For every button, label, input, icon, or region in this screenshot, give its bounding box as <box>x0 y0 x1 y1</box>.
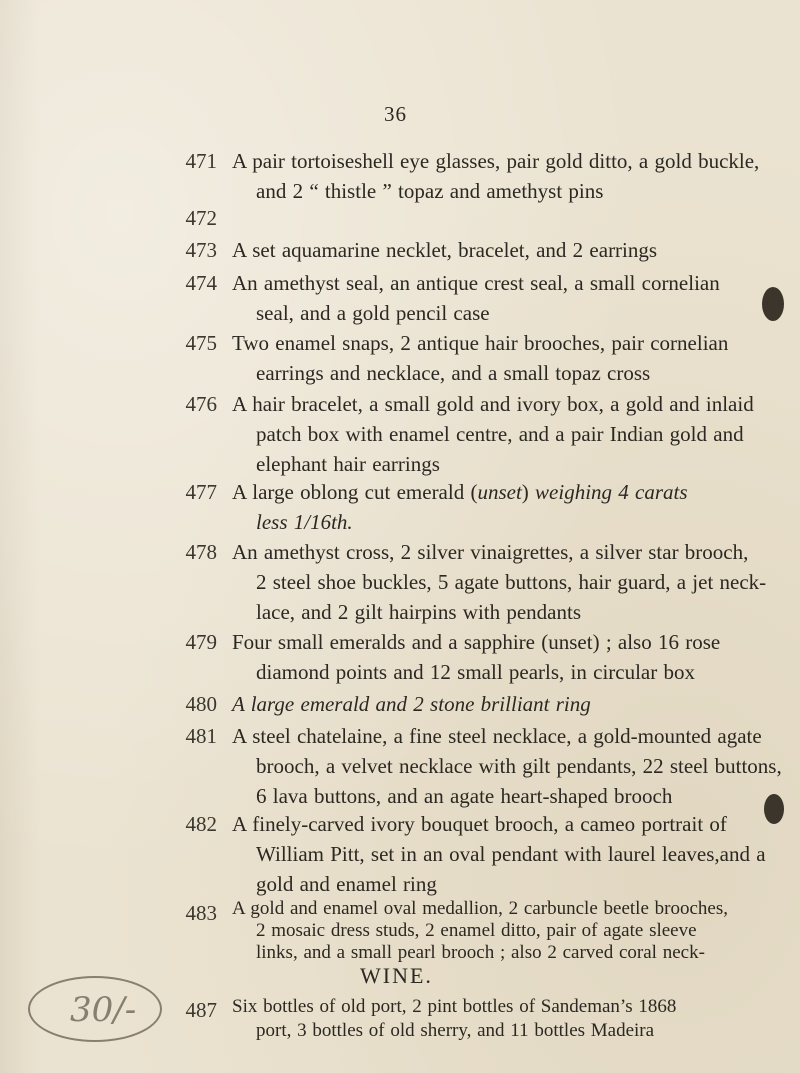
lot-line <box>232 477 760 507</box>
lot-line: Four small emeralds and a sapphire (unset) ; also 16 rose <box>232 630 721 654</box>
page-number: 36 <box>384 102 407 126</box>
lot-number: 475 <box>185 331 217 355</box>
lot-line: A finely-carved ivory bouquet brooch, a cameo portrait of <box>232 812 727 836</box>
lot-number: 472 <box>185 206 217 230</box>
pencil-scribble-mark <box>28 976 162 1042</box>
ink-blot <box>764 794 784 824</box>
ink-blot <box>762 287 784 321</box>
lot-text-italic: weighing 4 carats <box>535 480 688 504</box>
lot-number: 474 <box>185 271 217 295</box>
lot-number: 473 <box>185 238 217 262</box>
lot-number: 471 <box>185 149 217 173</box>
lot-description <box>232 328 760 388</box>
lot-description <box>232 627 760 687</box>
lot-description <box>232 235 760 265</box>
lot-description <box>232 146 760 206</box>
lot-number: 487 <box>185 998 217 1022</box>
lot-line: links, and a small pearl brooch ; also 2 carved coral neck- <box>256 942 705 963</box>
lot-line: A hair bracelet, a small gold and ivory box, a gold and inlaid <box>232 392 754 416</box>
lot-description <box>232 721 782 811</box>
lot-line: An amethyst cross, 2 silver vinaigrettes, a silver star brooch, <box>232 540 749 564</box>
lot-number: 478 <box>185 540 217 564</box>
lot-line: patch box with enamel centre, and a pair Indian gold and <box>256 422 744 446</box>
lot-line: Six bottles of old port, 2 pint bottles of Sandeman’s 1868 <box>232 996 677 1017</box>
lot-line: gold and enamel ring <box>256 872 437 896</box>
lot-line: An amethyst seal, an antique crest seal, a small cornelian <box>232 271 720 295</box>
lot-number: 479 <box>185 630 217 654</box>
lot-line: elephant hair earrings <box>256 452 440 476</box>
lot-line: and 2 “ thistle ” topaz and amethyst pins <box>256 179 604 203</box>
lot-description <box>232 268 760 328</box>
lot-text: A large oblong cut emerald ( <box>232 480 478 504</box>
lot-text: ) <box>521 480 536 504</box>
lot-number: 477 <box>185 480 217 504</box>
lot-description <box>232 689 760 719</box>
lot-line: A gold and enamel oval medallion, 2 carbuncle beetle brooches, <box>232 898 728 919</box>
lot-number: 480 <box>185 692 217 716</box>
lot-line: 2 mosaic dress studs, 2 enamel ditto, pair of agate sleeve <box>256 920 697 941</box>
lot-number: 482 <box>185 812 217 836</box>
lot-line: seal, and a gold pencil case <box>256 301 490 325</box>
lot-description <box>232 809 766 899</box>
lot-line: A set aquamarine necklet, bracelet, and 2 earrings <box>232 238 658 262</box>
lot-line: William Pitt, set in an oval pendant with laurel leaves,and a <box>256 842 766 866</box>
lot-number: 481 <box>185 724 217 748</box>
lot-line: A large emerald and 2 stone brilliant ring <box>232 692 591 716</box>
lot-description <box>232 389 760 479</box>
lot-line: Two enamel snaps, 2 antique hair brooches, pair cornelian <box>232 331 729 355</box>
lot-number: 483 <box>185 901 217 925</box>
lot-line: lace, and 2 gilt hairpins with pendants <box>256 600 582 624</box>
lot-text-italic: unset <box>477 480 522 504</box>
lot-number: 476 <box>185 392 217 416</box>
lot-line: diamond points and 12 small pearls, in circular box <box>256 660 695 684</box>
lot-line: less 1/16th. <box>256 510 353 534</box>
lot-line: brooch, a velvet necklace with gilt pendants, 22 steel buttons, <box>256 754 782 778</box>
lot-line: port, 3 bottles of old sherry, and 11 bottles Madeira <box>256 1020 655 1041</box>
pencil-price-note: 30/- <box>70 990 137 1030</box>
section-heading-wine: WINE. <box>360 963 433 988</box>
lot-line: earrings and necklace, and a small topaz cross <box>256 361 651 385</box>
lot-description <box>232 898 760 964</box>
lot-description <box>232 537 767 627</box>
lot-line: 2 steel shoe buckles, 5 agate buttons, hair guard, a jet neck- <box>256 570 767 594</box>
lot-description <box>232 995 760 1043</box>
lot-description <box>232 477 760 537</box>
lot-line: 6 lava buttons, and an agate heart-shaped brooch <box>256 784 673 808</box>
lot-line: A pair tortoiseshell eye glasses, pair gold ditto, a gold buckle, <box>232 149 760 173</box>
lot-line: A steel chatelaine, a fine steel necklace, a gold-mounted agate <box>232 724 762 748</box>
